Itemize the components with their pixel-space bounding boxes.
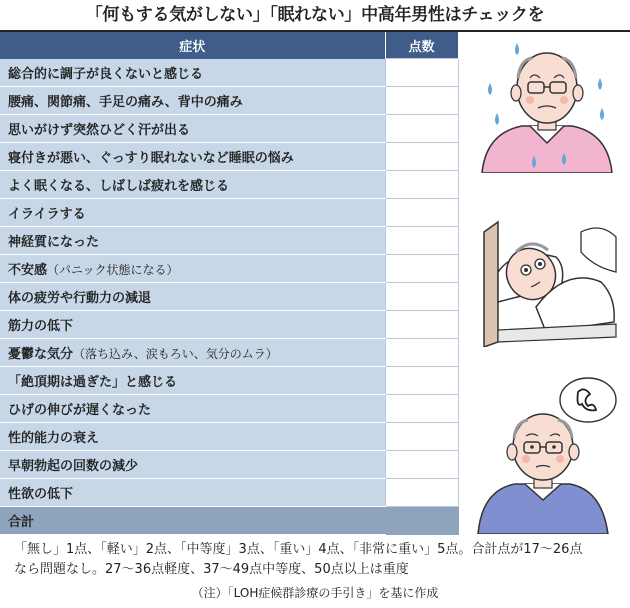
symptom-text: 寝付きが悪い、ぐっすり眠れないなど睡眠の悩み <box>8 151 294 166</box>
symptom-label <box>0 143 385 171</box>
scoring-note-line-1: 「無し」1点、「軽い」2点、「中等度」3点、「重い」4点、「非常に重い」5点。合計点が17～26点 <box>14 542 583 557</box>
anxious-man-illustration <box>470 372 625 534</box>
symptom-label <box>0 339 385 367</box>
symptom-text: イライラする <box>8 207 86 222</box>
symptom-text: 不安感 <box>8 263 48 278</box>
symptom-label <box>0 115 385 143</box>
symptom-text: 早朝勃起の回数の減少 <box>8 459 139 474</box>
symptom-label <box>0 255 385 283</box>
symptom-text: 思いがけず突然ひどく汗が出る <box>8 123 191 138</box>
score-cell[interactable] <box>385 143 458 171</box>
symptom-label <box>0 367 385 395</box>
symptom-checklist-table <box>0 32 459 535</box>
table-row <box>0 479 458 507</box>
header-symptom: 症状 <box>0 32 385 59</box>
score-cell[interactable] <box>385 227 458 255</box>
symptom-label <box>0 87 385 115</box>
score-cell[interactable] <box>385 367 458 395</box>
symptom-text: ひげの伸びが遅くなった <box>8 403 152 418</box>
score-cell[interactable] <box>385 283 458 311</box>
table-row <box>0 423 458 451</box>
symptom-text: 憂鬱な気分 <box>8 347 74 362</box>
symptom-text: 性欲の低下 <box>8 487 74 502</box>
score-cell[interactable] <box>385 479 458 507</box>
table-row <box>0 115 458 143</box>
symptom-text: 「絶頂期は過ぎた」と感じる <box>8 375 178 390</box>
symptom-text: 神経質になった <box>8 235 100 250</box>
symptom-label <box>0 479 385 507</box>
table-row <box>0 59 458 87</box>
table-row <box>0 199 458 227</box>
score-cell[interactable] <box>385 339 458 367</box>
table-row <box>0 339 458 367</box>
symptom-note: （パニック状態になる） <box>47 263 179 277</box>
score-cell[interactable] <box>385 255 458 283</box>
score-cell[interactable] <box>385 395 458 423</box>
table-header-row <box>0 32 458 59</box>
symptom-label <box>0 171 385 199</box>
symptom-note: （落ち込み、涙もろい、気分のムラ） <box>73 347 278 361</box>
score-cell[interactable] <box>385 199 458 227</box>
symptom-label <box>0 395 385 423</box>
table-row <box>0 143 458 171</box>
symptom-text: よく眠くなる、しばしば疲れを感じる <box>8 179 230 194</box>
table-row <box>0 367 458 395</box>
symptom-label <box>0 59 385 87</box>
sweating-man-illustration <box>472 38 622 173</box>
symptom-label <box>0 451 385 479</box>
table-row <box>0 171 458 199</box>
symptom-label <box>0 311 385 339</box>
symptom-label <box>0 199 385 227</box>
table-row <box>0 87 458 115</box>
table-row <box>0 255 458 283</box>
table-row <box>0 227 458 255</box>
sleepless-man-illustration <box>476 212 621 347</box>
total-score-cell[interactable] <box>385 507 458 535</box>
score-cell[interactable] <box>385 423 458 451</box>
source-note: （注）「LOH症候群診療の手引き」を基に作成 <box>191 586 439 600</box>
score-cell[interactable] <box>385 87 458 115</box>
symptom-text: 性的能力の衰え <box>8 431 100 446</box>
table-row <box>0 283 458 311</box>
page-title: 「何もする気がしない」「眠れない」中高年男性はチェックを <box>85 5 545 25</box>
table-row <box>0 395 458 423</box>
score-cell[interactable] <box>385 171 458 199</box>
score-cell[interactable] <box>385 311 458 339</box>
total-label: 合計 <box>0 507 385 535</box>
scoring-note-line-2: なら問題なし。27～36点軽度、37～49点中等度、50点以上は重度 <box>14 562 409 577</box>
symptom-text: 総合的に調子が良くないと感じる <box>8 66 204 82</box>
symptom-label <box>0 227 385 255</box>
symptom-text: 腰痛、関節痛、手足の痛み、背中の痛み <box>8 95 243 110</box>
total-row <box>0 507 458 535</box>
symptom-label <box>0 283 385 311</box>
table-row <box>0 451 458 479</box>
score-cell[interactable] <box>385 59 458 87</box>
symptom-text: 体の疲労や行動力の減退 <box>8 291 152 306</box>
header-score: 点数 <box>385 32 458 59</box>
table-row <box>0 311 458 339</box>
symptom-text: 筋力の低下 <box>8 319 74 334</box>
score-cell[interactable] <box>385 115 458 143</box>
symptom-label <box>0 423 385 451</box>
scoring-note <box>14 540 624 580</box>
score-cell[interactable] <box>385 451 458 479</box>
